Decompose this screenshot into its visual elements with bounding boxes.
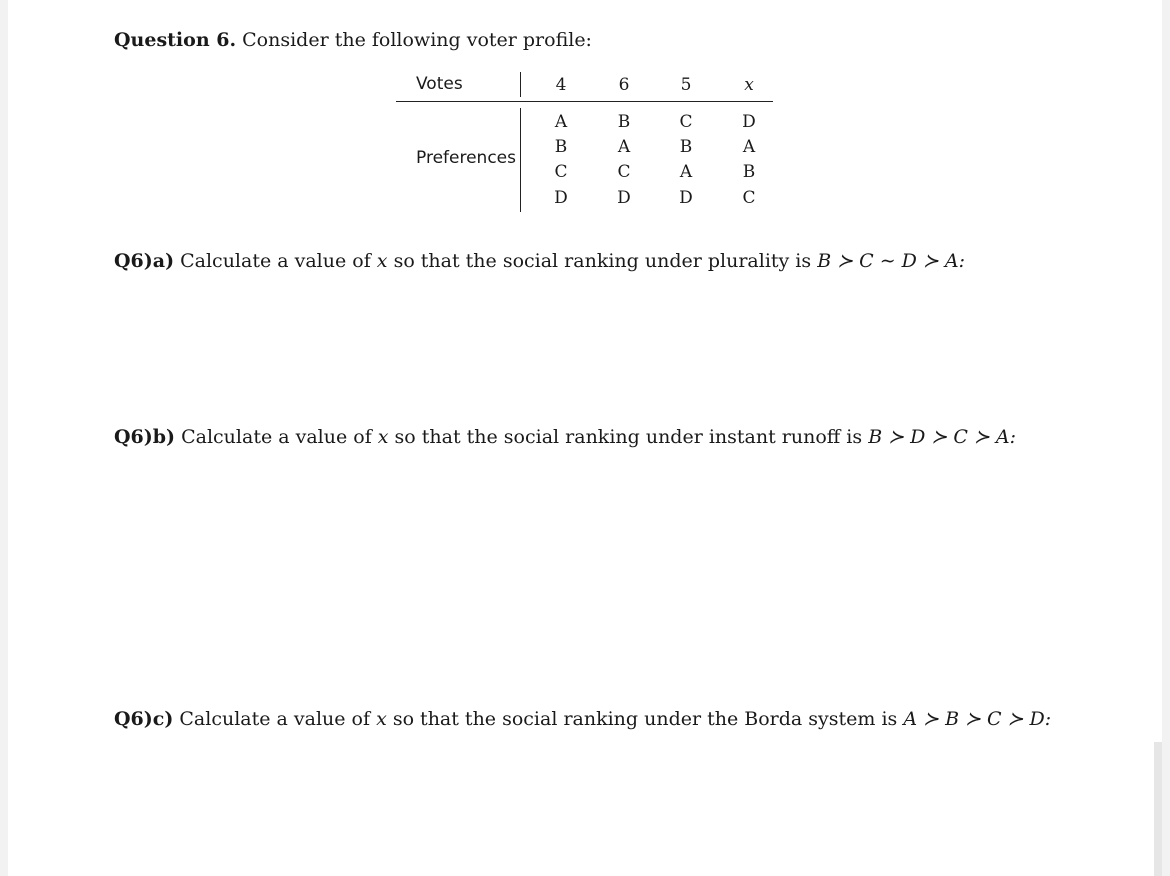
ranking-cell: C — [617, 162, 631, 182]
votes-cell: 4 — [555, 75, 567, 95]
question-6c — [114, 708, 1051, 730]
ranking-cell: C — [742, 188, 756, 208]
votes-cell: 6 — [618, 75, 630, 95]
target-ranking: B ≻ D ≻ C ≻ A: — [868, 426, 1017, 448]
votes-cell: x — [744, 75, 754, 95]
ranking-cell: A — [679, 162, 693, 182]
preferences-divider — [520, 108, 521, 212]
header-rule — [396, 101, 773, 102]
question-6b — [114, 426, 1016, 448]
voter-profile-table — [396, 68, 774, 214]
document-page — [8, 0, 1162, 876]
question-variable: x — [376, 250, 388, 272]
ranking-cell: D — [617, 188, 631, 208]
scrollbar[interactable] — [1154, 742, 1162, 876]
ranking-cell: B — [679, 137, 693, 157]
question-variable: x — [377, 426, 389, 448]
votes-cell: 5 — [680, 75, 692, 95]
question-label: Q6)a) — [114, 250, 175, 272]
question-text: Calculate a value of — [179, 708, 371, 730]
question-heading — [114, 29, 592, 51]
ranking-cell: C — [554, 162, 568, 182]
question-text: Calculate a value of — [181, 426, 372, 448]
ranking-cell: D — [554, 188, 568, 208]
target-ranking: A ≻ B ≻ C ≻ D: — [903, 708, 1052, 730]
ranking-cell: D — [679, 188, 693, 208]
question-text-continued: so that the social ranking under the Borda system is — [392, 708, 898, 730]
ranking-cell: B — [617, 112, 631, 132]
question-number: Question 6. — [114, 29, 237, 51]
preferences-label: Preferences — [416, 148, 516, 168]
question-label: Q6)c) — [114, 708, 174, 730]
question-intro: Consider the following voter profile: — [242, 29, 592, 51]
question-6a — [114, 250, 965, 272]
target-ranking: B ≻ C ∼ D ≻ A: — [817, 250, 966, 272]
ranking-cell: B — [742, 162, 756, 182]
ranking-cell: A — [554, 112, 568, 132]
question-text: Calculate a value of — [180, 250, 371, 272]
question-text-continued: so that the social ranking under instant runoff is — [394, 426, 863, 448]
ranking-cell: C — [679, 112, 693, 132]
votes-label: Votes — [416, 74, 463, 94]
question-text-continued: so that the social ranking under plurality is — [393, 250, 812, 272]
ranking-cell: A — [742, 137, 756, 157]
ranking-cell: D — [742, 112, 756, 132]
question-variable: x — [376, 708, 387, 730]
votes-divider — [520, 72, 521, 97]
ranking-cell: A — [617, 137, 631, 157]
ranking-cell: B — [554, 137, 568, 157]
question-label: Q6)b) — [114, 426, 176, 448]
